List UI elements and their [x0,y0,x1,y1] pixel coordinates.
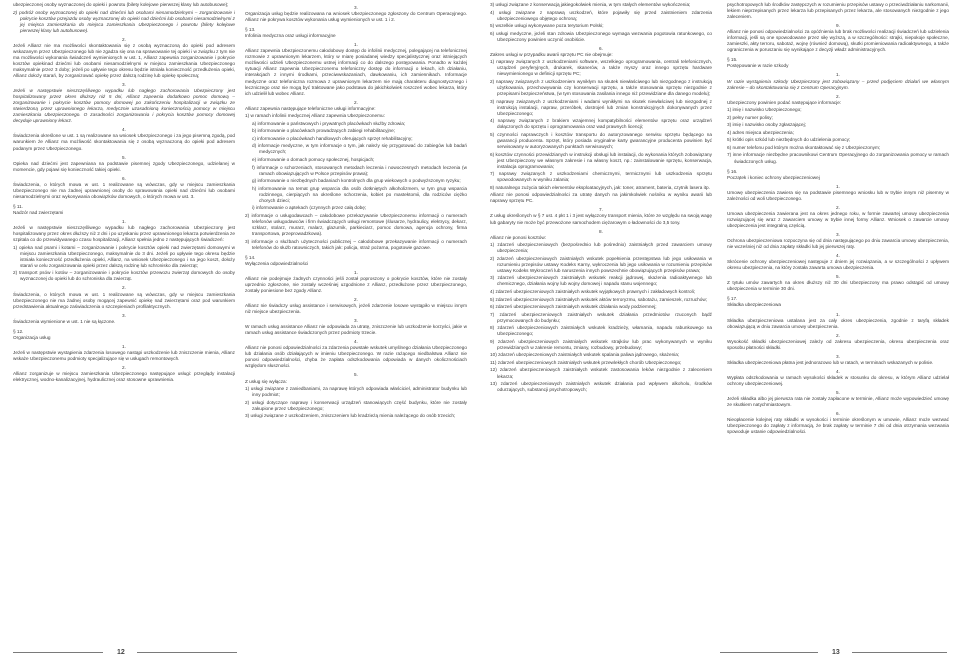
paragraph: a) informowanie o państwowych i prywatnych placówkach służby zdrowia; [252,120,406,126]
paragraph: Skrócenie ochrony ubezpieczeniowej następuje z dniem jej rozwiązania, a w szczególności z upływem okresu ubezpieczenia, na który została zawarta umowa ubezpieczenia. [727,259,949,271]
page-footer-left [13,648,243,657]
section-number: 3. [122,312,126,318]
paragraph: W ramach usług assistance Allianz nie odpowiada za utratę, zniszczenie lub uszkodzenie korzyści, jakie w ramach usług assistance świadczonych przez podmioty trzecie. [245,324,467,336]
paragraph: 4) usługi związane z naprawą uszkodzeń, które pojawiły się przed zaistnieniem zdarzenia ubezpieczeniowego objętego ochroną; [490,9,712,21]
section-number: 3. [354,318,358,324]
section-number: 6. [836,411,840,417]
section-number: 1. [836,311,840,317]
paragraph: 3) usługi związane z konserwacją jakiegokolwiek mienia, w tym stałych elementów wykończenia; [490,2,691,7]
paragraph: h) informowanie na temat grup wsparcia dla osób dotkniętych alkoholizmem, w tym grup wsparcia rodzinnego, cierpiących na określone schorzenia, kobiet po mastektomii, dla rodziców ciężko chorych dzieci; [252,185,467,203]
paragraph: Umowa ubezpieczenia zawierana jest na okres jednego roku, w formie zawartej umowy ubezpieczenia rozwiązującej się wraz z zawarciem umowy w trybie innej formy Allianz. Wniosek o zawarcie umowy ubezpieczenia jest integralną częścią. [727,210,949,228]
paragraph: Świadczenia określone w ust. 1 są realizowane na wniosek Ubezpieczonego i za jego pisemną zgodą, pod warunkiem że Allianz ma możliwość skontaktowania się z osobą wyznaczoną do opieki pod adresem podanym przez Ubezpieczonego. [13,133,235,151]
paragraph: Infolinia medyczna oraz usługi informacyjne [245,33,336,39]
section-number: 5. [122,154,126,160]
section-number: 2. [354,296,358,302]
paragraph: 6) usługi medyczne, jeżeli stan zdrowia Ubezpieczonego wymaga wezwania pogotowia ratunkowego, co Ubezpieczony powinien uczynić osobiście. [490,30,712,42]
paragraph: Wyłączenia odpowiedzialności [245,260,309,266]
paragraph: ubezpieczonej osoby wyznaczonej do opieki i powrotu (bilety kolejowe pierwszej klasy lub autobusowe); [13,2,229,7]
section-number: 5. [836,390,840,396]
paragraph: d) informacje medyczne, w tym informacje o tym, jak należy się przygotować do zabiegów lub badań medycznych; [252,143,467,155]
section-number: 1. [122,219,126,224]
paragraph: 2) informacje o usługodawcach – całodobowe przekazywanie Ubezpieczonemu informacji o numerach telefonów usługodawców i firm świadczących usługi remontowe (ślusarze, hydraulicy, elektrycy, dekarz, szklarz, stolarz, murarz, malarz, glazurnik, parkieciarz, pomoc domowa, agencja ochrony, firma transportowa, przeprowadzkowa). [245,212,467,237]
paragraph: Świadczenia wymienione w ust. 1 nie są łączone. [13,318,116,324]
text-column-4 [727,2,949,642]
paragraph: 4) adres miejsca ubezpieczenia; [727,129,794,135]
section-number: 3. [836,232,840,237]
section-number: 4. [836,253,840,259]
section-number: 1. [122,343,126,349]
section-number: § 11. [13,203,24,209]
paragraph: Nadzór nad zwierzętami [13,209,64,215]
paragraph: Z usług się wyłącza: [245,378,287,384]
paragraph: 5) krótki opis szkód lub niezbędnych do udzielenia pomocy; [727,137,851,143]
section-number: 4. [122,127,126,133]
section-number: § 17. [727,296,738,302]
paragraph: Świadczenia, o których mowa w ust. 1 realizowane są wówczas, gdy w miejscu zamieszkania Ubezpieczonego nie ma żadnej osoby mogącej zapewnić opiekę nad zwierzętami oraz pod warunkiem przedstawienia aktualnego zaświadczenia o szczepieniach profilaktycznych. [13,291,235,309]
paragraph: 1) imię i nazwisko Ubezpieczonego; [727,107,802,113]
paragraph: f) informacje o schorzeniach, stosowanych metodach leczenia i nowoczesnych metodach leczenia (w ramach obowiązujących w Polsce przepisów prawa); [252,164,467,176]
paragraph: Organizacja usług [13,334,51,340]
paragraph: 2) podróż osoby wyznaczonej do opieki nad dziećmi lub osobami niesamodzielnymi – zorganizowanie i pokrycie kosztów przejazdu osoby wyznaczonej do opieki nad dziećmi lub osobami niesamodzielnymi z jej miejsca zamieszkania do miejsca zamieszkania Ubezpieczonego i powrotu (bilety kolejowe pierwszej klasy lub autobusowe). [13,9,235,33]
paragraph: Jeżeli Allianz nie ma możliwości skontaktowania się z osobą wyznaczoną do opieki pod adresem wskazanym przez Ubezpieczonego lub nie zgadza się ona na sprawowanie tej opieki i w związku z tym nie ma możliwości wykonania świadczeń wymienionych w ust. 1, Allianz zapewnia zorganizowanie i pokrycie kosztów opiekinad dziećmi lub osobami niesamodzielnymi w miejscu zamieszkania Ubezpieczonego maksymalnie przez 3 doby; jeżeli po upływie tego okresu będzie istniała konieczność przedłużenia opieki, Allianz dołoży starań, by zorganizować opiekę przez dalszą rodzinę lub opiekę społeczną; [13,42,235,79]
paragraph: Składka ubezpieczeniowa płatna jest jednorazowo lub w ratach, w terminach wskazanych w polisie. [727,359,934,365]
paragraph: Postępowanie w razie szkody [727,63,789,69]
section-number: 9. [836,23,840,29]
section-number: 6. [122,175,126,181]
paragraph: 4) naprawy związanych z brakiem wzajemnej kompatybilności elementów sprzętu oraz urządzeń dołączonych do sprzętu i oprogramowania oraz wad prawnych licencji; [490,118,712,130]
paragraph: 1) opieka nad psami i kotami – zorganizowanie i pokrycie kosztów opieki nad zwierzętami domowymi w miejscu zamieszkania Ubezpieczonego, maksymalnie do 3 dni. Jeżeli po upływie tego okresu będzie istniała konieczność przedłużenia opieki, Allianz, na wniosek Ubezpieczonego i na jego koszt, dołoży starań w celu zorganizowania opieki przez dalszą rodzinę lub schronisko dla zwierząt; [13,244,235,268]
paragraph: Wypłata odszkodowania w ramach wysokości składek w stosunku do okresu, w którym Allianz udzielał ochrony ubezpieczeniowej. [727,374,949,386]
section-number: 2. [836,332,840,338]
paragraph: Allianz nie ponosi odpowiedzialności za zdarzenia powstałe wskutek umyślnego działania Ubezpieczonego lub działania osób działających w imieniu Ubezpieczonego. W razie rażącego niedbalstwa Allianz nie ponosi odpowiedzialności, chyba że zapłata odszkodowania odpowiada w danych okolicznościach względom słuszności. [245,345,467,369]
paragraph: 3) imię i nazwisko osoby zgłaszającej; [727,122,806,128]
section-number: § 12. [13,328,24,334]
text-column-3 [490,2,712,642]
paragraph: 12) zdarzeń ubezpieczeniowych zaistniałych wskutek zastosowania leków niezgodnie z zaleceniem lekarza; [490,367,712,379]
paragraph: Allianz zapewnia Ubezpieczonemu całodobowy dostęp do infolinii medycznej, polegającej na telefonicznej rozmowie z uprawnionym lekarzem, który w miarę posiadanej wiedzy specjalistycznej oraz istniejących możliwości udzieli Ubezpieczonemu ustnej informacji co do dalszego postępowania. Ponadto w każdej sytuacji Allianz zapewnia Ubezpieczonemu telefoniczny dostęp do informacji o lekach, ich działaniu, interakcjach z innymi środkami, przeciwwskazaniach, dawkowaniu, ich zamiennikach. Informacje medyczne oraz telefoniczna rozmowa z uprawnionym lekarzem nie mają charakteru diagnostycznego i leczniczego oraz nie mogą być traktowane jako podstawa do jakichkolwiek roszczeń wobec lekarza, który ich udzielił lub wobec Allianz. [245,48,467,96]
text-column-1 [13,2,235,642]
section-number: 8. [599,228,603,234]
paragraph: 7) inne informacje niezbędne pracownikowi Centrum Operacyjnego do zorganizowania pomocy w ramach świadczonych usług. [727,152,949,164]
section-number: 2. [836,93,840,99]
page-number-left: 12 [117,649,125,656]
paragraph: Allianz nie podejmuje żadnych czynności jeśli został poproszony o pokrycie kosztów, które nie zostały uprzednio zgłoszone, nie zostały wcześniej uzgodnione z Allianz, przedłużone przez Ubezpieczonego, zostały poniesione bez zgody Allianz. [245,275,467,293]
section-number: 2. [122,364,126,370]
section-number: 6. [599,45,603,51]
paragraph: 2) pełny numer polisy; [727,114,773,120]
paragraph: 1) usługi związane z zaniedbaniami, za naprawę których odpowiada właściciel, administrator budynku lub inny podmiot; [245,386,467,398]
paragraph: Wysokość składki ubezpieczeniowej zależy od zakresu ubezpieczenia, okresu ubezpieczenia oraz sposobu płatności składki. [727,338,949,350]
section-number: 3. [122,82,126,88]
paragraph: Organizacja usług będzie realizowana na wniosek Ubezpieczonego zgłoszony do Centrum Operacyjnego. Allianz nie pokrywa kosztów wykonania usług wymienionych w ust. 1 i 2. [245,11,467,23]
section-number: 2. [122,285,126,291]
paragraph: Z usług określonych w § 7 ust. 4 pkt 1 i 3 jest wyłączony transport mienia, które ze względu na swoją wagę lub gabaryty nie może być przewożone samochodem ciężarowym o ładowności do 3,5 tony. [490,213,712,225]
paragraph: 13) zdarzeń ubezpieczeniowych zaistniałych wskutek działania pod wpływem alkoholu, środków odurzających, substancji psychotropowych; [490,381,712,393]
paragraph: 2) naprawy związanych z uszkodzeniem wynikłym na skutek niewłaściwego lub niezgodnego z instrukcją użytkowania, przechowywania czy konserwacji sprzętu, a także stosowania sprzętu niezgodnie z przepisami bezpieczeństwa, (w tym stosowania zasilania innego niż przewidziane dla danego modelu); [490,79,712,97]
paragraph: W razie wystąpienia szkody Ubezpieczony jest zobowiązany – przed podjęciem działań we własnym zakresie – do skontaktowania się z Centrum Operacyjnym. [727,78,949,90]
section-number: § 13. [245,27,256,33]
paragraph: Jeżeli w następstwie nieszczęśliwego wypadku lub nagłego zachorowania Ubezpieczony jest hospitalizowany przez okres dłuższy niż 5 dni, Allianz zapewnia dodatkowo pomoc domową – zorganizowanie i pokrycie kosztów pomocy domowej po zakończeniu hospitalizacji w związku ze stwierdzoną przez uprawnionego lekarza, medycznie uzasadnioną koniecznością pomocy w miejscu zamieszkania Ubezpieczonego. O zasadności zorganizowania i pokrycia kosztów pomocy domowej decyduje uprawniony lekarz. [13,88,235,124]
paragraph: Zakres usługi w przypadku awarii sprzętu PC nie obejmuje: [490,51,613,57]
paragraph: Składka ubezpieczeniowa [727,302,781,308]
section-number: 2. [354,99,358,105]
section-number: 1. [354,42,358,48]
page-number-right: 13 [832,649,840,656]
paragraph: 4) zdarzeń ubezpieczeniowych zaistniałych wskutek wyjątkowych prawnych i zakładowych kontroli; [490,288,696,294]
paragraph: 9) zdarzeń ubezpieczeniowych zaistniałych wskutek strajków lub prac wykonywanych w wyniku przewidzianych w zakresie remontu, zmiany, rozbudowy, przebudowy; [490,338,712,350]
paragraph: 6) kosztów czynności przewidzianych w instrukcji obsługi lub instalacji, do wykonania których zobowiązany jest Ubezpieczony we własnym zakresie i na własny koszt, np.: zainstalowanie sprzętu, konserwacja, instalacja oprogramowania; [490,151,712,169]
paragraph: Allianz nie świadczy usług assistance i serwisowych, jeżeli zdarzenie losowe wystąpiło w miejscu innym niż miejsce ubezpieczenia. [245,303,467,315]
paragraph: 6) zdarzeń ubezpieczeniowych zaistniałych wskutek działania wody podziemnej; [490,304,657,310]
section-number: 4. [836,368,840,374]
section-number: 3. [354,5,358,10]
paragraph: i) informowanie o aptekach (czynnych przez całą dobę; [252,205,367,211]
paragraph: 1) zdarzeń ubezpieczeniowych (bezpośrednio lub pośrednio) zaistniałych przed zawarciem umowy ubezpieczenia; [490,242,712,254]
text-column-2 [245,2,467,642]
section-number: 1. [354,269,358,275]
paragraph: 7) naprawy związanych z uszkodzeniami chemicznymi, termicznymi lub uszkodzenia sprzętu spowodowanych w wyniku zalania; [490,171,712,183]
paragraph: Składka ubezpieczeniowa ustalana jest za cały okres ubezpieczenia, zgodnie z taryfą składek obowiązującą w dniu zawarcia umowy ubezpieczenia. [727,317,949,329]
paragraph: 3) usługi związane z uszkodzeniem, zniszczeniem lub kradzieżą mienia należącego do osób trzecich; [245,413,456,419]
paragraph: 3) naprawy związanych z uszkodzeniami i wadami wynikłymi na skutek niewłaściwej lub niezgodnej z instrukcją instalacji, napraw, przeróbek, dostrojeń lub zmian konstrukcyjnych dokonywanych przez Ubezpieczonego; [490,98,712,116]
section-number: § 16. [727,168,738,174]
section-number: 2. [122,36,126,42]
paragraph: Świadczenia, o których mowa w ust. 1 realizowane są wówczas, gdy w miejscu zamieszkania Ubezpieczonego nie ma żadnej uprawnionej osoby do sprawowania opieki nad dziećmi lub osobami niesamodzielnymi oraz wykonywania obowiązków domowych, o których mowa w ust. 3. [13,181,235,199]
paragraph: 3) zdarzeń ubezpieczeniowych zaistniałych wskutek reakcji jądrowej, skażenia radioaktywnego lub chemicznego, działania wojny lub wojny domowej i napadu stanu wojennego; [490,275,712,287]
paragraph: 5) zdarzeń ubezpieczeniowych zaistniałych wskutek aktów terroryzmu, sabotażu, zamieszek, rozruchów; [490,296,708,302]
section-number: 5. [354,372,358,378]
footer-rule-left-b [137,652,237,653]
paragraph: Allianz zorganizuje w miejscu zamieszkania Ubezpieczonego następujące usługi: przeglądy instalacji elektrycznej, wodno-kanalizacyjnej, hydraulicznej oraz stosowne uprawnienia. [13,371,235,383]
section-number: 1. [836,183,840,189]
paragraph: 8) naturalnego zużycia takich elementów eksploatacyjnych, jak: toner, atrament, bateria, czytnik lasera itp. [490,184,710,190]
paragraph: 2) usługi dotyczące naprawy i konserwacji urządzeń stanowiących część budynku, które nie zostały zakupione przez Ubezpieczonego; [245,399,467,411]
paragraph: 3) informacje o służbach użyteczności publicznej – całodobowe przekazywanie informacji o numerach telefonów do służb ratowniczych, takich jak: policja, straż pożarna, pogotowie gazowe. [245,238,467,250]
paragraph: Allianz zapewnia następujące telefoniczne usługi informacyjne: [245,105,376,111]
section-number: 7. [599,207,603,213]
paragraph: 7) zdarzeń ubezpieczeniowych zaistniałych wskutek działania przedmiotów rzuconych bądź przymocowanych do budynku; [490,311,712,323]
paragraph: b) informowanie o placówkach prowadzących zabiegi rehabilitacyjne; [252,128,396,134]
paragraph: 2) transport psów i kotów – zorganizowanie i pokrycie kosztów przewozu zwierząt domowych do osoby wyznaczonej do opieki lub do schroniska dla zwierząt. [13,270,235,282]
paragraph: 1) naprawy związanych z uszkodzeniami software, wszelkiego oprogramowania, centrali telefonicznych, urządzeń peryferyjnych, drukarek, skanerów, a także myszy oraz innego sprzętu hardware niewymienionego w definicji sprzętu PC; [490,59,712,77]
footer-rule-right-b [852,652,947,653]
paragraph: Ochrona ubezpieczeniowa rozpoczyna się od dnia następującego po dniu zawarcia umowy ubezpieczenia, nie wcześniej niż od dnia zapłaty składki lub jej pierwszej raty. [727,238,949,250]
section-number: § 14. [245,254,256,260]
section-number: 4. [354,339,358,345]
paragraph: g) informowanie o niezbędnych badaniach kontrolnych dla grup wiekowych o podwyższonym ryzyku; [252,178,461,184]
section-number: 3. [836,353,840,359]
footer-rule-right [720,652,818,653]
paragraph: Ubezpieczony powinien podać następujące informacje: [727,99,842,105]
paragraph: 10) zdarzeń ubezpieczeniowych zaistniałych wskutek spalania paliwa jądrowego, skażenia; [490,352,680,358]
paragraph: Jeżeli w następstwie nieszczęśliwego wypadku lub nagłego zachorowania Ubezpieczony jest hospitalizowany przez okres dłuższy niż 2 dni i po uzyskaniu przez uprawnionego lekarza potwierdzenia ze szpitala co do przewidywanego czasu hospitalizacji, Allianz spełnia jedno z następujących świadczeń: [13,225,235,243]
paragraph: 5) wszelkie usługi wykonywane poza terytorium Polski; [490,23,604,29]
paragraph: 1) w ramach infolinii medycznej Allianz zapewnia Ubezpieczonemu: [245,113,385,119]
paragraph: 5) czynności naprawczych i kosztów transportu do autoryzowanego serwisu sprzętu będącego na gwarancji producenta. Sprzęt, który posiada oryginalne karty gwarancyjne producenta powinien być serwisowany w autoryzowanych punktach serwisowych; [490,131,712,149]
paragraph: Allianz nie ponosi odpowiedzialności za utratę danych na jakimkolwiek nośniku w wyniku awarii lub naprawy sprzętu PC. [490,192,712,204]
section-number: § 15. [727,57,738,63]
section-number: 5. [836,274,840,280]
paragraph: 11) zdarzeń ubezpieczeniowych zaistniałych wskutek przewlekłych chorób Ubezpieczonego; [490,359,682,365]
paragraph: c) informowanie o placówkach handlowych oferujących sprzęt rehabilitacyjny; [252,135,413,141]
paragraph: 8) zdarzeń ubezpieczeniowych zaistniałych wskutek kradzieży, włamania, napadu rabunkowego na Ubezpieczonego; [490,325,712,337]
paragraph: Allianz nie ponosi kosztów: [490,234,547,240]
page-footer-right [720,648,950,657]
paragraph: e) informowanie o domach pomocy społecznej, hospicjach; [252,157,375,163]
paragraph: psychotropowych lub środków zastępczych w rozumieniu przepisów ustawy o przeciwdziałaniu narkomanii, lekiem nieprzepisanych przez lekarza lub przepisanych przez lekarza, ale stosowanych niezgodnie z jego zaleceniem. [727,2,949,20]
paragraph: Opieka nad dziećmi jest zapewniana na podstawie pisemnej zgody Ubezpieczonego, udzielanej w momencie, gdy pojawi się konieczność takiej opieki. [13,160,235,172]
section-number: 1. [836,72,840,78]
paragraph: Jeżeli składka albo jej pierwsza rata nie zostały zapłacone w terminie, Allianz może wypowiedzieć umowę ze skutkiem natychmiastowym. [727,396,949,408]
paragraph: 6) numer telefonu pod którym można skontaktować się z Ubezpieczonym; [727,144,881,150]
paragraph: 2) zdarzeń ubezpieczeniowych zaistniałych wskutek popełnienia przestępstwa lub jego usiłowania w rozumieniu przepisów ustawy Kodeks Karny, wykroczenia lub jego usiłowania w rozumieniu przepisów ustawy Kodeks Wykroczeń lub naruszenia innych powszechnie obowiązujących przepisów prawa; [490,255,712,273]
paragraph: Nieopłacenie kolejnej raty składki w wysokości i terminie określonym w umowie, Allianz może wezwać Ubezpieczonego do zapłaty z informacją, że brak zapłaty w terminie 7 dni od dnia otrzymania wezwania spowoduje ustanie odpowiedzialności. [727,417,949,435]
paragraph: Allianz nie ponosi odpowiedzialności za opóźnienia lub brak możliwości realizacji świadczeń lub udzielenia informacji, jeśli są one spowodowane przez siłę wyższą, a w szczególności: strajki, niepokoje społeczne, zamieszki, akty terroru, sabotaż, wojnę (również domową), skutki promieniowania radioaktywnego, a także ograniczenia w poruszaniu się wynikające z decyzji władz administracyjnych. [727,29,949,53]
paragraph: Z tytułu umów zawartych na okres dłuższy niż 30 dni Ubezpieczony ma prawo odstąpić od umowy ubezpieczenia w terminie 30 dni. [727,280,949,292]
footer-rule-left [13,652,103,653]
section-number: 2. [836,204,840,210]
paragraph: Jeżeli w następstwie wystąpienia zdarzenia losowego nastąpi uszkodzenie lub zniszczenie mienia, Allianz wskaże Ubezpieczonemu podmioty specjalizujące się w usługach remontowych. [13,349,235,361]
paragraph: Umowę ubezpieczenia zawiera się na podstawie pisemnego wniosku lub w trybie innym niż pisemny w zależności od woli Ubezpieczonego. [727,189,949,201]
paragraph: Początek i koniec ochrony ubezpieczeniowej [727,174,820,180]
